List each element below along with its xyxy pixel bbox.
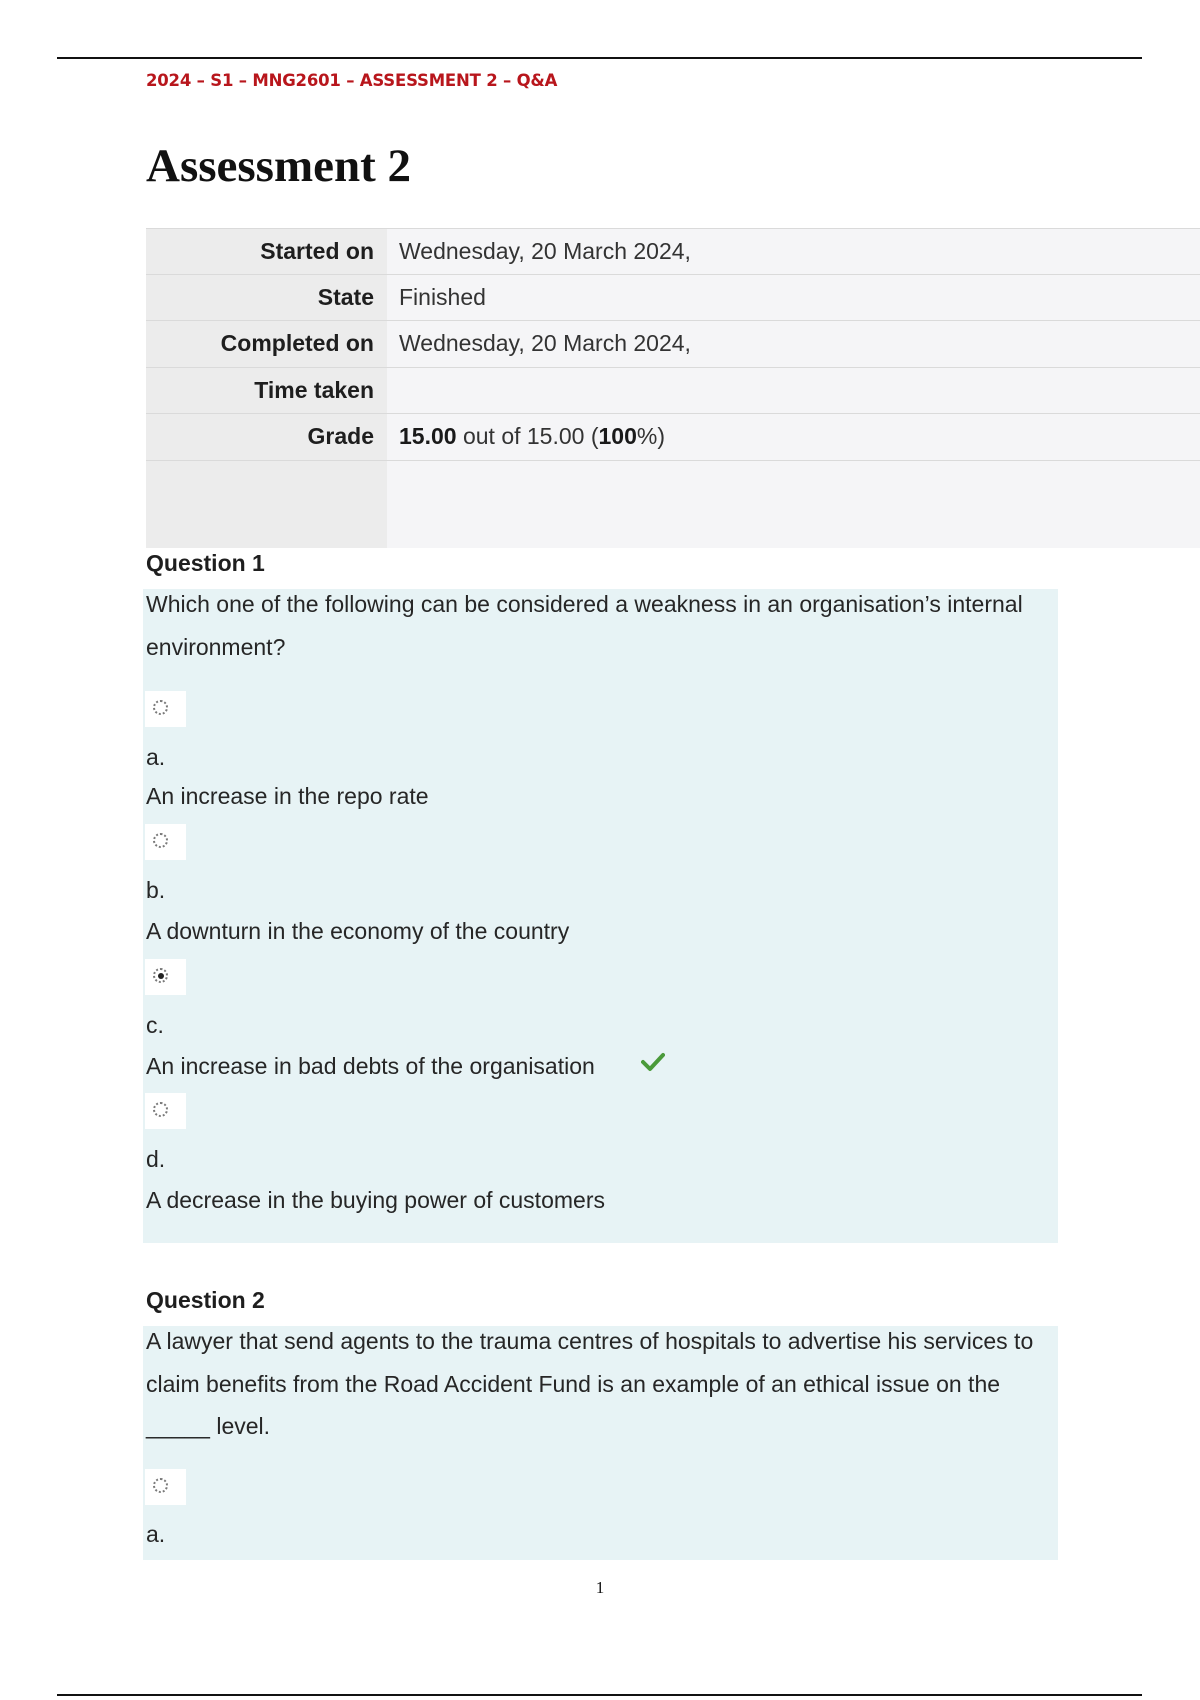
summary-row-grade [146,413,1200,459]
option-c-text: An increase in bad debts of the organisation [146,1053,595,1079]
option-a-radio[interactable] [145,691,186,727]
summary-row-state [146,274,1200,320]
question-2-text: A lawyer that send agents to the trauma centres of hospitals to advertise his services to claim benefits from the Road Accident Fund is an example of an ethical issue on the _____ level. [146,1328,1034,1439]
question-1-panel [143,589,1058,1243]
state-label: State [317,284,374,310]
attempt-summary-table [146,228,1200,548]
option-b-letter: b. [146,877,166,903]
summary-bottom-border [146,460,1200,461]
completed-on-label: Completed on [220,330,374,356]
option-b-radio[interactable] [145,824,186,860]
grade-percent: 100 [598,423,637,449]
question-1-text: Which one of the following can be considered a weakness in an organisation’s internal environment? [146,591,1023,660]
grade-label: Grade [307,423,374,449]
radio-button-icon [153,833,168,848]
page-title: Assessment 2 [146,140,412,192]
option-c-radio[interactable] [145,959,186,995]
grade-out-of: out of 15.00 ( [456,423,599,449]
radio-button-checked-icon [153,968,168,983]
started-on-value: Wednesday, 20 March 2024, [399,238,691,264]
checkmark-icon [641,1052,665,1072]
grade-score: 15.00 [399,423,457,449]
top-rule [57,57,1142,59]
summary-row-started-on [146,228,1200,274]
completed-on-value: Wednesday, 20 March 2024, [399,330,691,356]
option-d-text: A decrease in the buying power of customers [146,1187,605,1213]
grade-percent-suffix: %) [636,423,665,449]
grade-value [399,414,665,458]
document-header: 2024 – S1 – MNG2601 – ASSESSMENT 2 – Q&A [146,71,558,90]
question-2-heading: Question 2 [146,1287,265,1313]
summary-row-time-taken [146,367,1200,413]
radio-button-icon [153,1478,168,1493]
question-1-heading: Question 1 [146,550,265,576]
option-c-letter: c. [146,1012,164,1038]
bottom-rule [57,1694,1142,1696]
option-b-text: A downturn in the economy of the country [146,918,570,944]
option-a-text: An increase in the repo rate [146,783,429,809]
radio-button-icon [153,1102,168,1117]
option-d-radio[interactable] [145,1093,186,1129]
option-a-letter: a. [146,744,166,770]
state-value: Finished [399,284,486,310]
q2-option-a-letter: a. [146,1521,166,1547]
summary-row-completed-on [146,320,1200,366]
q2-option-a-radio[interactable] [145,1469,186,1505]
started-on-label: Started on [260,238,374,264]
time-taken-label: Time taken [254,377,374,403]
radio-button-icon [153,700,168,715]
page-number: 1 [595,1578,605,1597]
option-d-letter: d. [146,1146,166,1172]
